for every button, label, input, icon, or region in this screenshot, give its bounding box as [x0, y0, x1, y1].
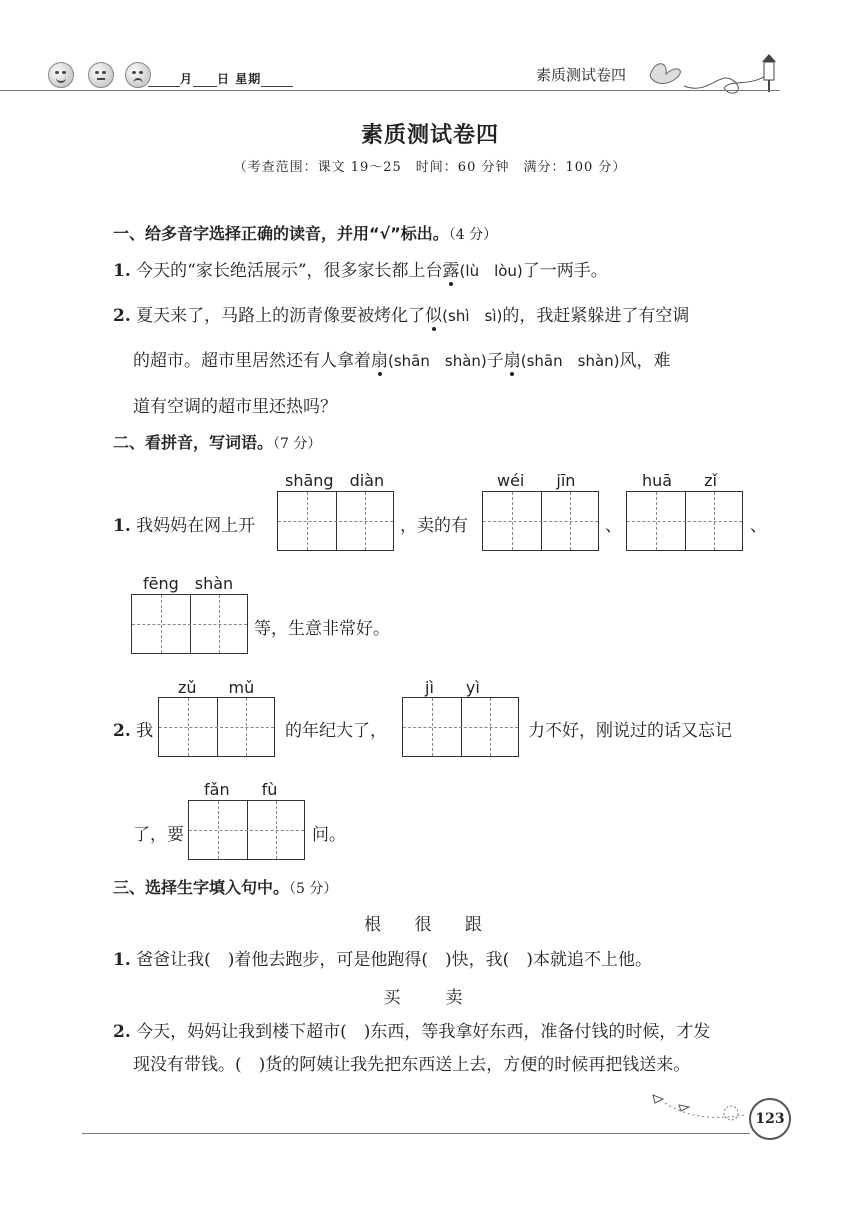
s2-q1-text-4: 、 — [750, 516, 767, 536]
answer-grid-weijin[interactable] — [482, 491, 599, 551]
s2-q1-text-3: 、 — [605, 516, 622, 536]
s2-q2-text-5: 问。 — [312, 825, 346, 845]
s1-question-2-line-1: 2. 夏天来了，马路上的沥青像要被烤化了似(shì sì)的，我赶紧躲进了有空调 — [113, 301, 689, 326]
s2-q2-text-3: 力不好，刚说过的话又忘记 — [528, 721, 732, 741]
s3-question-2-line-2: 现没有带钱。( )货的阿姨让我先把东西送上去，方便的时候再把钱送来。 — [133, 1055, 691, 1075]
header-rule — [0, 90, 780, 91]
pinyin-weijin: wéi jīn — [497, 471, 576, 490]
footer-rule — [82, 1133, 750, 1134]
answer-grid-zumu[interactable] — [158, 697, 275, 757]
s1-question-2-line-3: 道有空调的超市里还热吗？ — [133, 397, 337, 417]
pinyin-zumu: zǔ mǔ — [178, 678, 255, 697]
s2-q2-text-1: 2. 我 — [113, 721, 154, 741]
pinyin-fengshan: fēng shàn — [143, 574, 234, 593]
exam-scope: （考查范围：课文 19～25 时间：60 分钟 满分：100 分） — [233, 160, 627, 175]
birds-decoration-icon — [645, 1085, 755, 1125]
s3-question-2-line-1: 2. 今天，妈妈让我到楼下超市( )东西，等我拿好东西，准备付钱的时候，才发 — [113, 1022, 711, 1042]
pinyin-jiyi: jì yì — [425, 678, 480, 697]
page-number: 123 — [749, 1098, 791, 1140]
s3-question-1: 1. 爸爸让我( )着他去跑步，可是他跑得( )快，我( )本就追不上他。 — [113, 950, 652, 970]
answer-grid-fanfu[interactable] — [188, 800, 305, 860]
answer-grid-shangdian[interactable] — [277, 491, 394, 551]
s2-q2-text-2: 的年纪大了， — [285, 721, 387, 741]
section-2-heading: 二、看拼音，写词语。（7 分） — [113, 433, 322, 452]
s2-q2-text-4: 了，要 — [133, 825, 184, 845]
answer-grid-fengshan[interactable] — [131, 594, 248, 654]
section-1-heading: 一、给多音字选择正确的读音，并用“√”标出。（4 分） — [113, 224, 498, 243]
s2-q1-text-2: ，卖的有 — [400, 516, 468, 536]
s2-q1-text-5: 等，生意非常好。 — [254, 619, 390, 639]
answer-grid-huazi[interactable] — [626, 491, 743, 551]
smile-face-icon — [48, 62, 74, 88]
pinyin-huazi: huā zǐ — [642, 471, 717, 490]
s1-question-1: 1. 今天的“家长绝活展示”，很多家长都上台露(lù lòu)了一两手。 — [113, 256, 608, 281]
header-exam-name: 素质测试卷四 — [536, 66, 627, 84]
section-3-heading: 三、选择生字填入句中。（5 分） — [113, 878, 338, 897]
s2-q1-text-1: 1. 我妈妈在网上开 — [113, 516, 256, 536]
choice-chars-1: 根 很 跟 — [364, 915, 496, 935]
neutral-face-icon — [88, 62, 114, 88]
date-line: 月 日 星期 — [148, 70, 293, 87]
answer-grid-jiyi[interactable] — [402, 697, 519, 757]
page-title: 素质测试卷四 — [360, 123, 499, 148]
s1-question-2-line-2: 的超市。超市里居然还有人拿着扇(shān shàn)子扇(shān shàn)风，难 — [133, 346, 671, 371]
pinyin-fanfu: fǎn fù — [204, 780, 278, 799]
choice-chars-2: 买 卖 — [383, 988, 477, 1008]
pinyin-shangdian: shāng diàn — [285, 471, 385, 490]
